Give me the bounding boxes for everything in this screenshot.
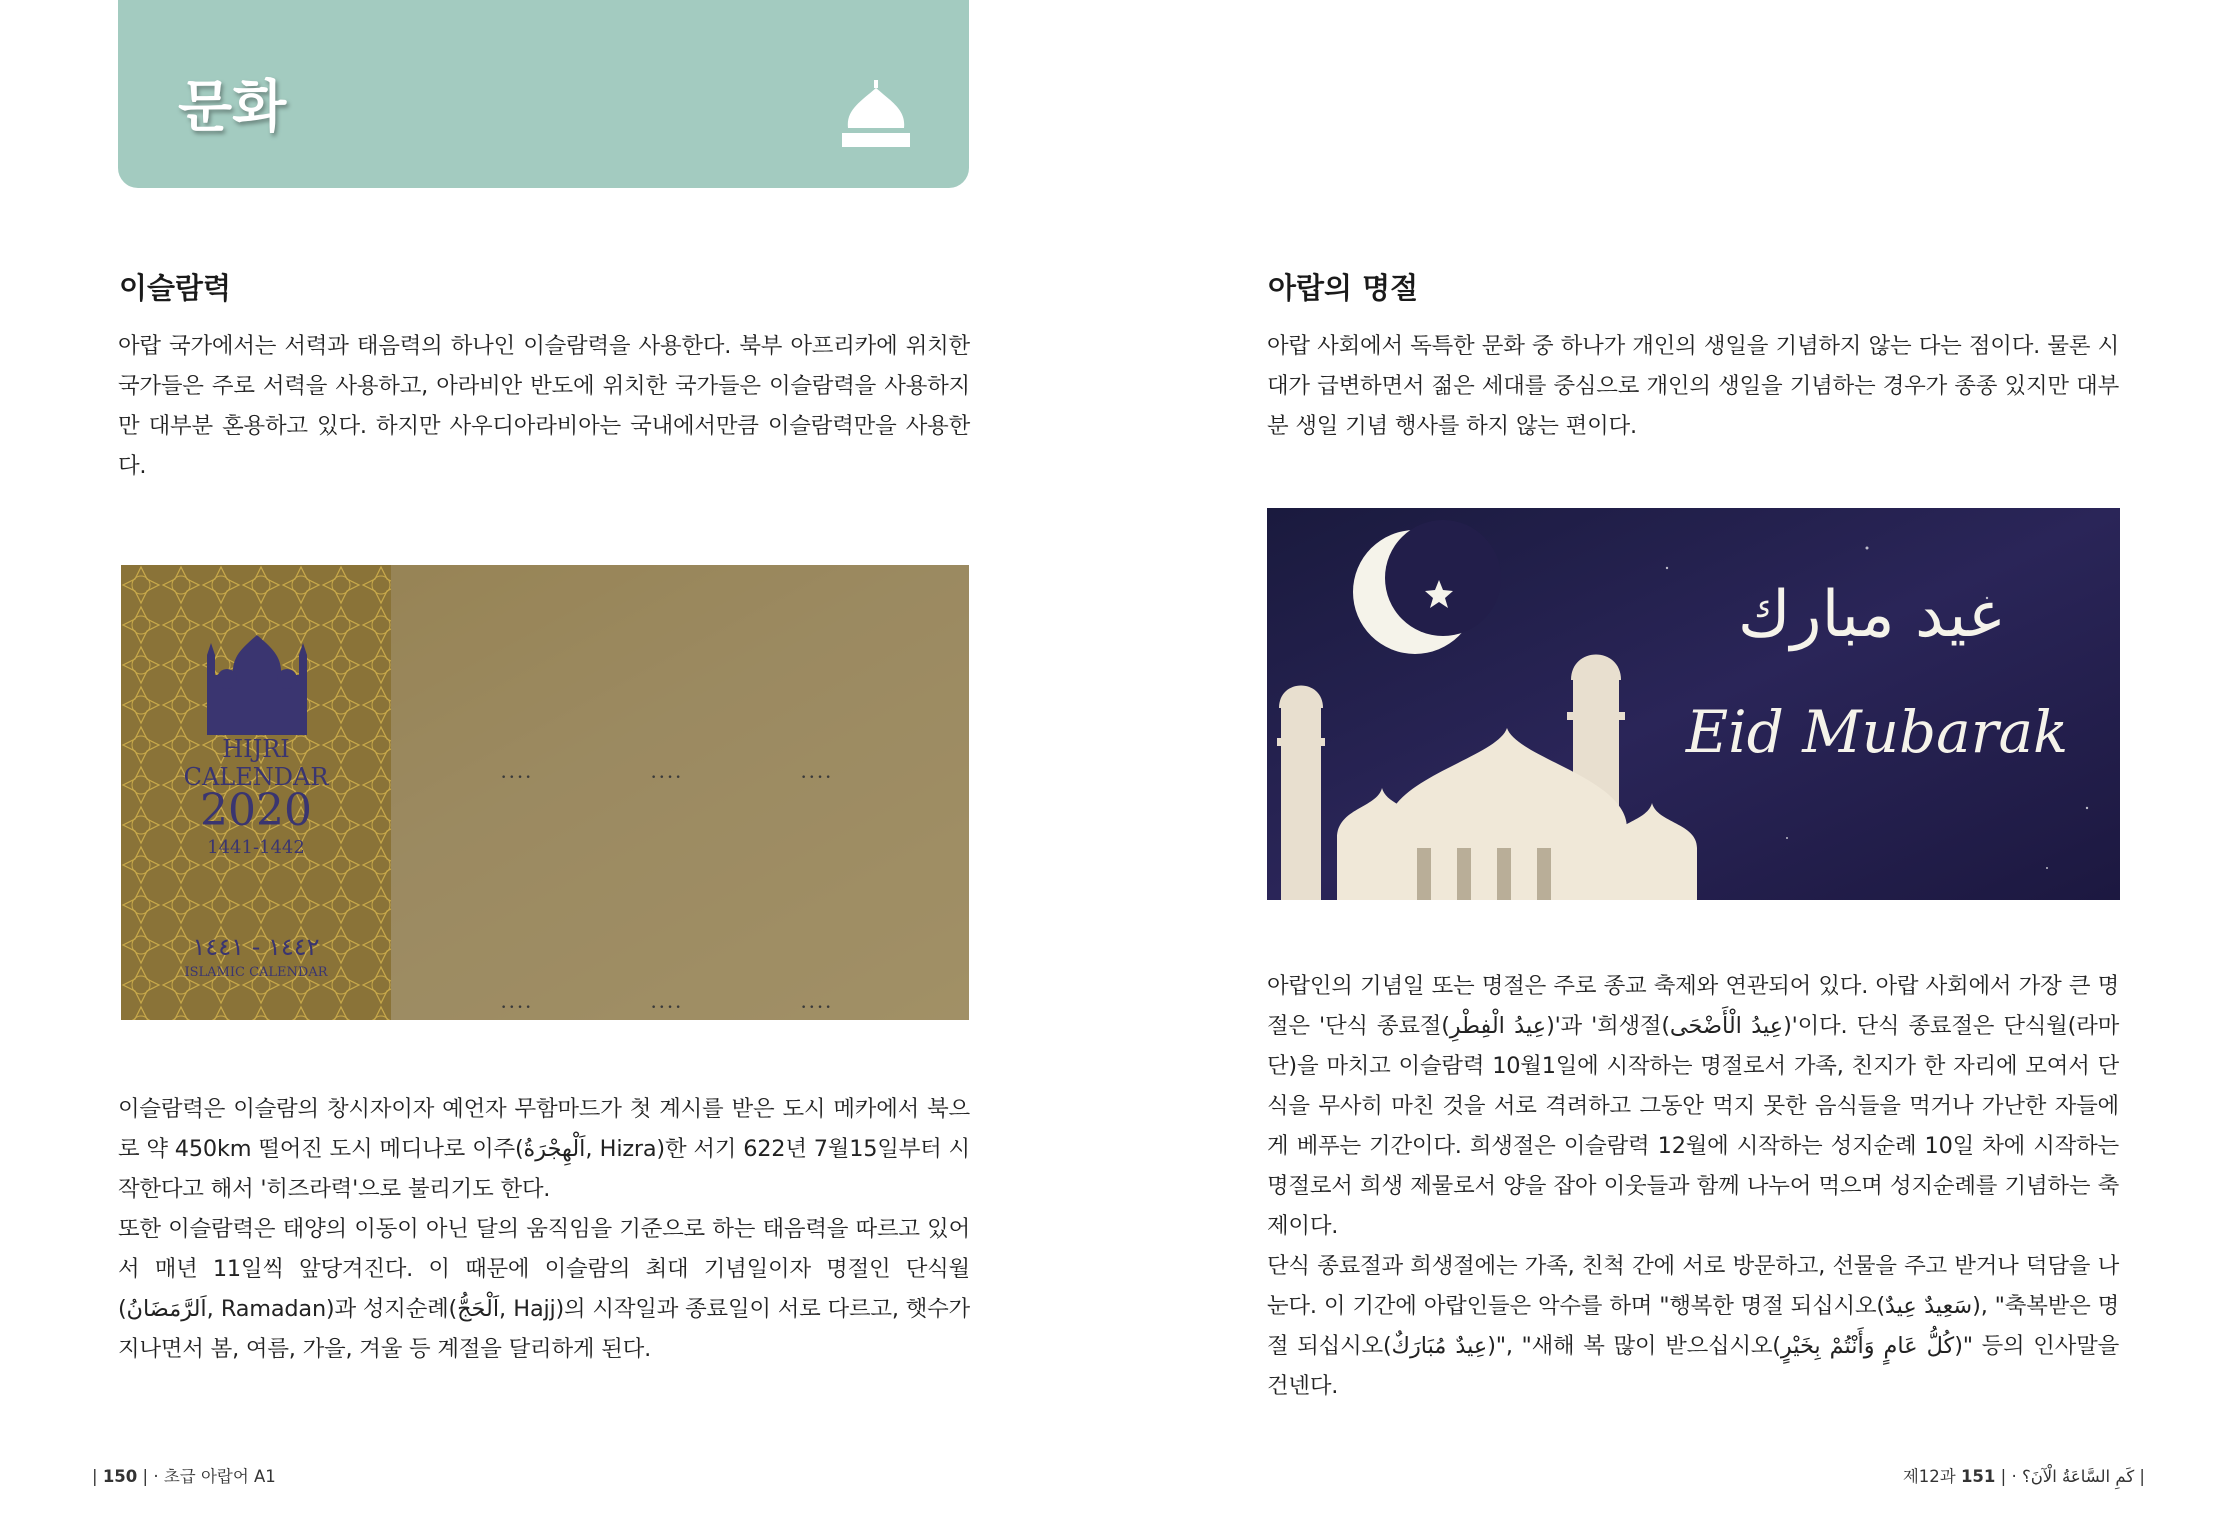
svg-text:• • • •: • • • •	[651, 1003, 681, 1013]
calendar-arabic-range: ١٤٤٢ - ١٤٤١	[192, 933, 320, 961]
lesson-label: 제12과	[1902, 1467, 1956, 1486]
hijri-intro-paragraph	[118, 326, 970, 486]
hijri-body-text-2: 또한 이슬람력은 태양의 이동이 아닌 달의 움직임을 기준으로 하는 태음력을 따르고 있어서 매년 11일씩 앞당겨진다. 이 때문에 이슬람의 최대 기념일이자 명절인 단식월(اَلرَّمَضَانُ, Ramadan)과 성지순례(اَلْحَجُّ, Hajj)의 시작일과 종료일이 서로 다르고, 햇수가 지나면서 봄, 여름, 가을, 겨울 등 계절을 달리하게 된다.	[118, 1216, 970, 1362]
hijri-body-paragraph	[118, 1089, 970, 1369]
svg-text:• • • •: • • • •	[501, 773, 531, 783]
section-title-holidays: 아랍의 명절	[1268, 271, 1419, 305]
calendar-arabic-caption: ISLAMIC CALENDAR	[184, 965, 328, 980]
calendar-hijri-range: 1441-1442	[207, 837, 305, 858]
page-number-left: 150	[102, 1467, 138, 1486]
holidays-body-text-1: 아랍인의 기념일 또는 명절은 주로 종교 축제와 연관되어 있다. 아랍 사회에서 가장 큰 명절은 '단식 종료절(عِيدُ الْفِطْرِ)'과 '희생절(عِيدُ الْأَضْحَى)'이다. 단식 종료절은 단식월(라마단)을 마치고 이슬람력 10월1일에 시작하는 명절로서 가족, 친지가 한 자리에 모여서 단식을 무사히 마친 것을 서로 격려하고 그동안 먹지 못한 음식들을 먹거나 가난한 자들에게 베푸는 기간이다. 희생절은 이슬람력 12월에 시작하는 성지순례 10일 차에 시작하는 명절로서 희생 제물로서 양을 잡아 이웃들과 함께 나누어 먹으며 성지순례를 기념하는 축제이다.	[1267, 973, 2120, 1239]
section-title-hijri: 이슬람력	[119, 271, 232, 305]
svg-text:• • • •: • • • •	[651, 773, 681, 783]
page-number-right: 151	[1960, 1467, 1996, 1486]
calendar-title-line2: CALENDAR	[183, 763, 329, 791]
book-title: · 초급 아랍어 A1	[153, 1467, 276, 1486]
holidays-body-text-2: 단식 종료절과 희생절에는 가족, 친척 간에 서로 방문하고, 선물을 주고 받거나 덕담을 나눈다. 이 기간에 아랍인들은 악수를 하며 "행복한 명절 되십시오(سَعِيدٌ عِيدٌ), "축복받은 명절 되십시오(عِيدٌ مُبَارَكٌ)", "새해 복 많이 받으십시오(كُلُّ عَامٍ وَأَنْتُمْ بِخَيْرٍ)" 등의 인사말을 건넨다.	[1267, 1253, 2120, 1399]
calendar-title-line1: HIJRI	[222, 735, 290, 763]
section-header-banner	[118, 0, 969, 188]
svg-text:• • • •: • • • •	[501, 1003, 531, 1013]
footer-right: 제12과 كَمِ السَّاعَةُ الْآنَ؟ · | 151 |	[1902, 1467, 2145, 1486]
footer-left: | 150 | · 초급 아랍어 A1	[92, 1467, 276, 1486]
holidays-intro-text: 아랍 사회에서 독특한 문화 중 하나가 개인의 생일을 기념하지 않는 다는 점이다. 물론 시대가 급변하면서 젊은 세대를 중심으로 개인의 생일을 기념하는 경우가 종종 있지만 대부분 생일 기념 행사를 하지 않는 편이다.	[1267, 333, 2119, 439]
lesson-arabic-title: كَمِ السَّاعَةُ الْآنَ؟	[2021, 1467, 2135, 1486]
eid-mubarak-image	[1267, 508, 2120, 900]
svg-text:• • • •: • • • •	[801, 1003, 831, 1013]
holidays-intro-paragraph	[1267, 326, 2119, 446]
svg-text:• • • •: • • • •	[801, 773, 831, 783]
eid-latin-text: Eid Mubarak	[1685, 698, 2069, 766]
hijri-body-text-1: 이슬람력은 이슬람의 창시자이자 예언자 무함마드가 첫 계시를 받은 도시 메카에서 북으로 약 450km 떨어진 도시 메디나로 이주(اَلْهِجْرَةُ, Hizra)한 서기 622년 7월15일부터 시작한다고 해서 '히즈라력'으로 불리기도 한다.	[118, 1096, 970, 1202]
hijri-calendar-image	[121, 565, 969, 1020]
holidays-body-paragraph	[1267, 966, 2119, 1406]
eid-arabic-text: عيد مبارك	[1737, 578, 2007, 652]
calendar-year: 2020	[200, 785, 312, 836]
mosque-dome-icon	[838, 80, 914, 150]
hijri-intro-text: 아랍 국가에서는 서력과 태음력의 하나인 이슬람력을 사용한다. 북부 아프리카에 위치한 국가들은 주로 서력을 사용하고, 아라비안 반도에 위치한 국가들은 이슬람력을 사용하지만 대부분 혼용하고 있다. 하지만 사우디아라비아는 국내에서만큼 이슬람력만을 사용한다.	[118, 333, 970, 479]
section-header-title: 문화	[178, 75, 287, 140]
